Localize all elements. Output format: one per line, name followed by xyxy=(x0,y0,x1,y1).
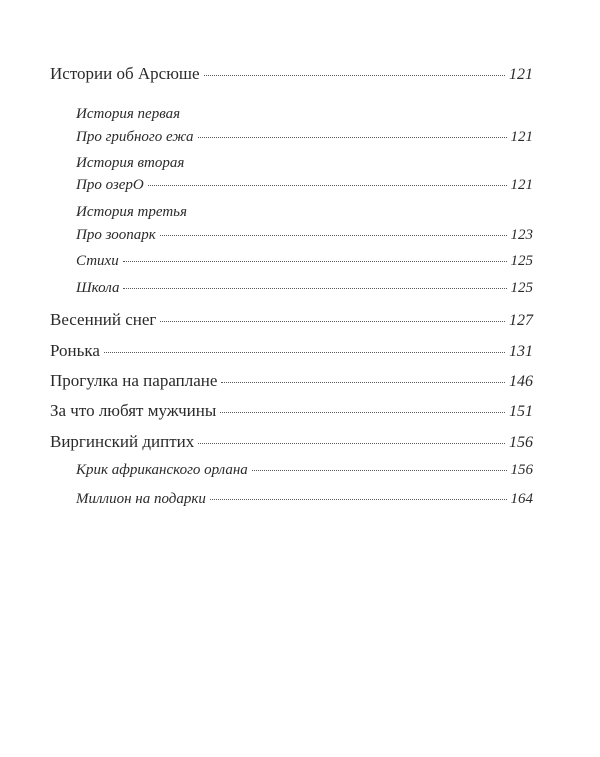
toc-entry-page: 156 xyxy=(509,434,533,451)
toc-entry-title: Прогулка на параплане xyxy=(50,371,218,390)
dot-leader xyxy=(104,352,505,353)
toc-entry-page: 125 xyxy=(510,280,533,296)
toc-entry-million-na-podarki xyxy=(76,491,533,508)
dot-leader xyxy=(123,261,507,262)
toc-entry-page: 156 xyxy=(510,462,533,478)
dot-leader xyxy=(198,137,507,138)
toc-entry-page: 146 xyxy=(509,373,533,390)
toc-entry-page: 123 xyxy=(510,227,533,243)
toc-subheading: История вторая xyxy=(76,155,185,171)
toc-entry-title: За что любят мужчины xyxy=(50,401,217,420)
dot-leader xyxy=(123,288,506,289)
toc-entry-title: Крик африканского орлана xyxy=(76,462,248,478)
toc-entry-page: 151 xyxy=(509,403,533,420)
dot-leader xyxy=(198,443,505,444)
dot-leader xyxy=(204,75,505,76)
toc-entry-istorii-ob-arsyushe xyxy=(50,64,533,84)
toc-entry-stikhi xyxy=(76,253,533,270)
dot-leader xyxy=(148,185,507,186)
toc-entry-title: Миллион на подарки xyxy=(76,491,206,507)
dot-leader xyxy=(220,412,505,413)
toc-entry-title: Виргинский диптих xyxy=(50,432,195,451)
toc-entry-shkola xyxy=(76,280,533,297)
toc-entry-title: Про зоопарк xyxy=(76,227,156,243)
toc-entry-pro-ozero xyxy=(76,177,533,194)
dot-leader xyxy=(160,235,507,236)
dot-leader xyxy=(160,321,505,322)
toc-entry-page: 164 xyxy=(510,491,533,507)
toc-entry-title: Про грибного ежа xyxy=(76,129,194,145)
toc-entry-page: 127 xyxy=(509,312,533,329)
toc-entry-page: 121 xyxy=(510,177,533,193)
toc-entry-title: Ронька xyxy=(50,341,100,360)
toc-entry-page: 125 xyxy=(510,253,533,269)
toc-entry-za-chto-lyubyat-muzhchiny xyxy=(50,401,533,421)
toc-entry-title: Истории об Арсюше xyxy=(50,64,200,83)
toc-entry-ronka xyxy=(50,341,533,361)
toc-entry-title: Школа xyxy=(76,280,120,296)
dot-leader xyxy=(252,470,507,471)
toc-entry-pro-zoopark xyxy=(76,227,533,244)
toc-entry-page: 121 xyxy=(509,66,533,83)
toc-entry-title: Стихи xyxy=(76,253,119,269)
toc-entry-pro-gribnogo-ezha xyxy=(76,129,533,146)
toc-entry-vesenniy-sneg xyxy=(50,310,533,330)
toc-entry-krik-afrikanskogo-orlana xyxy=(76,462,533,479)
toc-entry-title: Про озерО xyxy=(76,177,144,193)
dot-leader xyxy=(210,499,507,500)
toc-entry-title: Весенний снег xyxy=(50,310,157,329)
toc-entry-page: 121 xyxy=(510,129,533,145)
toc-entry-virginskiy-diptikh xyxy=(50,432,533,452)
toc-entry-progulka-na-paraplane xyxy=(50,371,533,391)
toc-entry-page: 131 xyxy=(509,343,533,360)
toc-subheading: История третья xyxy=(76,204,187,220)
dot-leader xyxy=(221,382,505,383)
toc-subheading: История первая xyxy=(76,106,181,122)
